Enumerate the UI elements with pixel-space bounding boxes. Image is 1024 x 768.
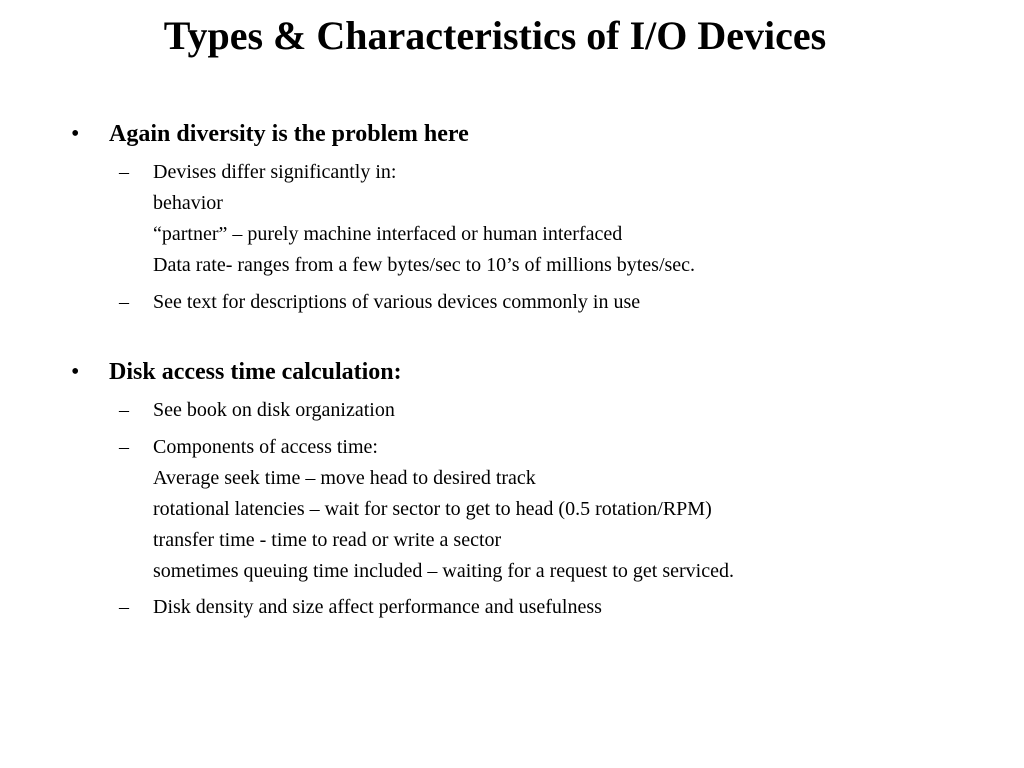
sub-item-text bbox=[153, 287, 640, 318]
text-line: Devises differ significantly in: bbox=[153, 161, 397, 183]
dash-marker: – bbox=[119, 291, 129, 313]
bullet-heading: Disk access time calculation: bbox=[109, 359, 402, 385]
sub-item-text bbox=[153, 157, 695, 281]
text-line: rotational latencies – wait for sector to get to head (0.5 rotation/RPM) bbox=[153, 498, 712, 520]
sub-item-text bbox=[153, 592, 602, 623]
bullet-diversity bbox=[71, 119, 469, 149]
text-line: See text for descriptions of various devices commonly in use bbox=[153, 291, 641, 313]
text-line: transfer time - time to read or write a sector bbox=[153, 529, 502, 551]
text-line: Data rate- ranges from a few bytes/sec to 10’s of millions bytes/sec. bbox=[153, 254, 696, 276]
sub-item-text bbox=[153, 432, 734, 587]
dash-marker: – bbox=[119, 436, 129, 458]
dash-marker: – bbox=[119, 596, 129, 618]
text-line: sometimes queuing time included – waiting for a request to get serviced. bbox=[153, 560, 734, 582]
text-line: Components of access time: bbox=[153, 436, 378, 458]
slide-title: Types & Characteristics of I/O Devices bbox=[163, 13, 827, 58]
bullet-disk-access bbox=[71, 357, 402, 387]
bullet-heading: Again diversity is the problem here bbox=[109, 121, 469, 147]
text-line: Average seek time – move head to desired track bbox=[153, 467, 536, 489]
text-line: “partner” – purely machine interfaced or human interfaced bbox=[153, 223, 623, 245]
bullet-marker: • bbox=[71, 121, 80, 147]
sub-item-text bbox=[153, 395, 395, 426]
text-line: See book on disk organization bbox=[153, 399, 395, 421]
text-line: behavior bbox=[153, 192, 223, 214]
bullet-marker: • bbox=[71, 359, 80, 385]
dash-marker: – bbox=[119, 399, 129, 421]
text-line: Disk density and size affect performance and usefulness bbox=[153, 596, 602, 618]
dash-marker: – bbox=[119, 161, 129, 183]
